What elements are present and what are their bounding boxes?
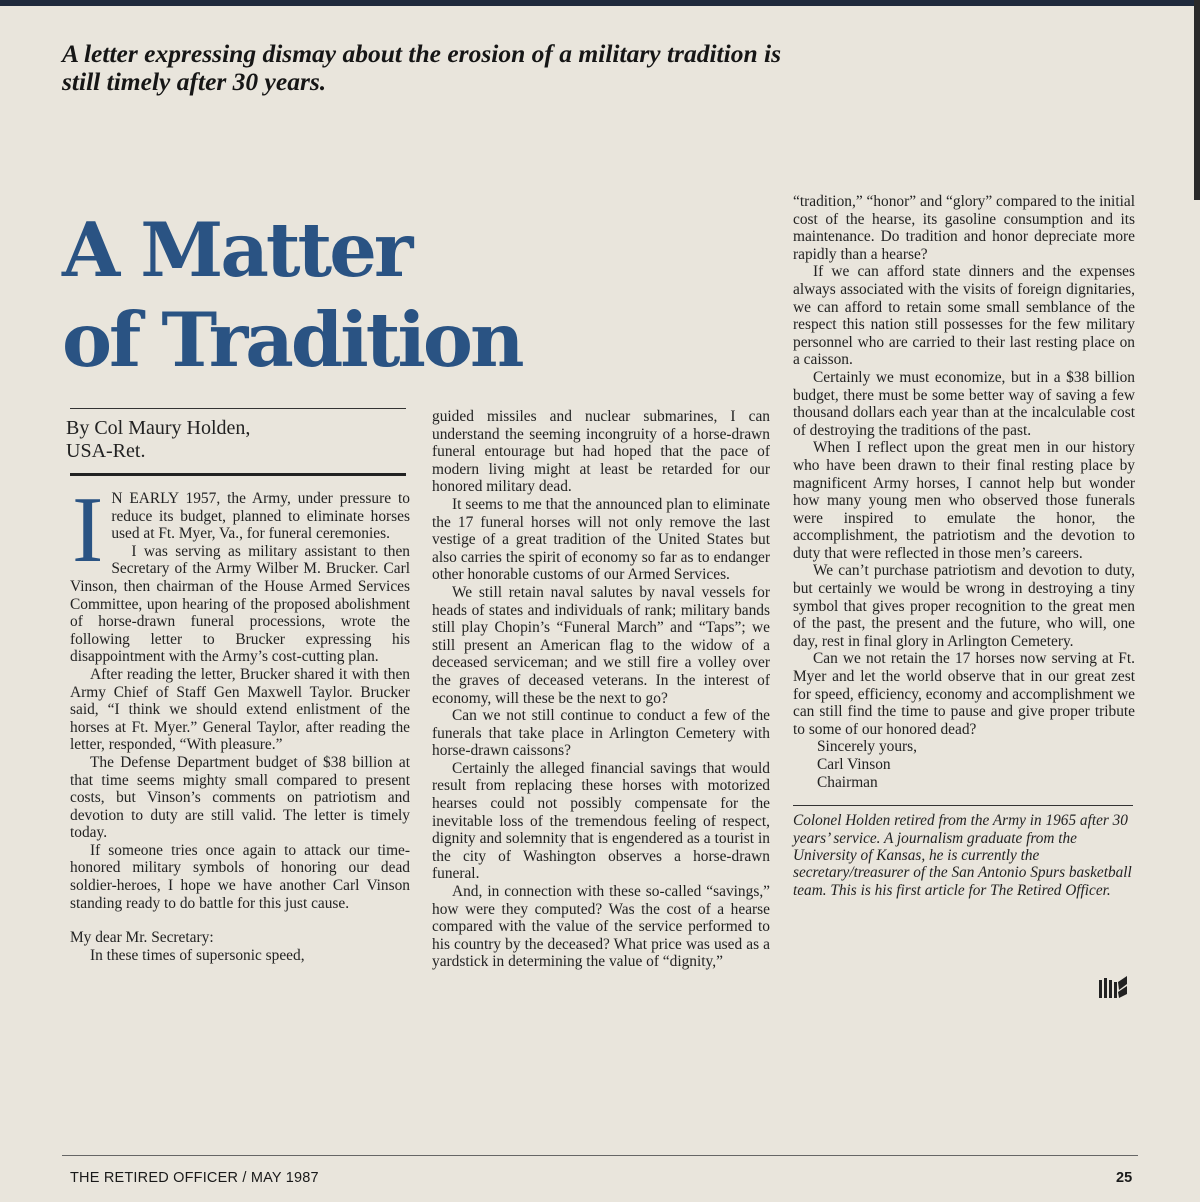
paragraph: After reading the letter, Brucker shared it with then Army Chief of Staff Gen Maxwell Taylor. Brucker said, “I think we should extend enlistment of the horses at Ft. Myer.” General Taylor, after reading the letter, responded, “With pleasure.” (70, 665, 410, 754)
paragraph: Certainly we must economize, but in a $38 billion budget, there must be some better way of saving a few thousand dollars each year than at the incalculable cost of destroying the traditions of the past. (793, 368, 1135, 439)
first-paragraph-block (70, 478, 410, 582)
paragraph: When I reflect upon the great men in our history who have been drawn to their final resting place by magnificent Army horses, I cannot help but wonder how many young men who observed those funerals were inspired to emulate the honor, the accomplishment, the patriotism and the devotion to duty that were reflected in those men’s careers. (793, 439, 1135, 562)
paragraph: And, in connection with these so-called “savings,” how were they computed? Was the cost of a hearse compared with the value of the service performed to his country by the deceased? What price was used as a yardstick in determining the value of “dignity,” (432, 883, 770, 971)
paragraph: In these times of supersonic speed, (90, 946, 305, 964)
article-deck: A letter expressing dismay about the erosion of a military tradition is still timely after 30 years. (62, 39, 782, 96)
paragraph: It seems to me that the announced plan to eliminate the 17 funeral horses will not only remove the last vestige of a great tradition of the United States but also carries the spirit of economy so far as to endanger other honorable customs of our Armed Services. (432, 495, 770, 584)
column-1 (66, 408, 410, 964)
byline (66, 417, 410, 463)
letter-salutation: My dear Mr. Secretary: (70, 929, 214, 947)
paragraph: We still retain naval salutes by naval vessels for heads of states and individuals of rank; military bands still play Chopin’s “Funeral March” and “Taps”; we still present an American flag to the widow of a deceased serviceman; and we still fire a volley over the graves of deceased veterans. In the interest of economy, will these be the next to go? (432, 583, 770, 707)
closing-line: Sincerely yours, (817, 738, 918, 756)
byline-rank: USA-Ret. (66, 440, 146, 462)
paragraph: Certainly the alleged financial savings that would result from replacing these horses with motorized hearses could not possibly compensate for the inevitable loss of the tremendous feeling of respect, dignity and solemnity that is engendered as a tourist in the city of Washington observes a horse-drawn funeral. (432, 759, 770, 883)
column-2 (432, 408, 770, 971)
magazine-endmark-icon (1097, 974, 1129, 1002)
byline-author: By Col Maury Holden, (66, 417, 251, 439)
footer-rule (62, 1155, 1138, 1156)
paragraph: I was serving as military assistant to then Secretary of the Army Wilber M. Brucker. Carl Vinson, then chairman of the House Armed Services Committee, upon hearing of the proposed abolishment of horse-drawn funeral processions, wrote the following letter to Brucker expressing his disappointment with the Army’s cost-cutting plan. (70, 542, 410, 666)
closing-title: Chairman (817, 773, 878, 791)
paragraph: If we can afford state dinners and the expenses always associated with the visits of foreign dignitaries, we can afford to retain some small semblance of the respect this nation still possesses for the few military personnel who are carried to their last resting place on a caisson. (793, 263, 1135, 369)
letter-closing (793, 738, 1135, 791)
paragraph: If someone tries once again to attack our time-honored military symbols of honoring our dead soldier-heroes, I hope we have another Carl Vinson standing ready to do battle for this just cause. (70, 841, 410, 912)
paragraph: N EARLY 1957, the Army, under pressure to reduce its budget, planned to eliminate horses used at Ft. Myer, Va., for funeral ceremonies. (111, 490, 410, 543)
author-bio: Colonel Holden retired from the Army in 1965 after 30 years’ service. A journalism graduate from the University of Kansas, he is currently the secretary/treasurer of the San Antonio Spurs basketball team. This is his first article for The Retired Officer. (793, 812, 1132, 899)
paragraph: guided missiles and nuclear submarines, I can understand the seeming incongruity of a horse-drawn funeral entourage but had hoped that the pace of modern living might at least be retarded for our honored military dead. (432, 408, 770, 496)
closing-signature: Carl Vinson (817, 756, 891, 773)
top-border (0, 0, 1200, 6)
paragraph: We can’t purchase patriotism and devotion to duty, but certainly we would be wrong in destroying a tiny symbol that gives proper recognition to the great men of the past, the present and the future, who will, one day, rest in final glory in Arlington Cemetery. (793, 562, 1135, 650)
byline-bottom-rule (70, 473, 406, 476)
paragraph: “tradition,” “honor” and “glory” compared to the initial cost of the hearse, its gasoline consumption and its maintenance. Do tradition and honor depreciate more rapidly than a hearse? (793, 193, 1135, 263)
paragraph: The Defense Department budget of $38 billion at that time seems mighty small compared to present costs, but Vinson’s comments on patriotism and devotion to duty are still valid. The letter is timely today. (70, 753, 410, 842)
page-number: 25 (1116, 1170, 1133, 1186)
title-line-1: A Matter (62, 206, 411, 294)
drop-cap: I (72, 478, 104, 582)
paragraph: Can we not still continue to conduct a few of the funerals that take place in Arlington Cemetery with horse-drawn caissons? (432, 707, 770, 760)
article-title (62, 205, 762, 385)
bio-rule (793, 805, 1133, 806)
column-3 (793, 193, 1135, 899)
right-edge-shadow (1194, 0, 1200, 200)
paragraph: Can we not retain the 17 horses now serving at Ft. Myer and let the world observe that in our great zest for speed, efficiency, economy and accomplishment we can still find the time to pause and give proper tribute to some of our honored dead? (793, 650, 1135, 738)
title-line-2: of Tradition (62, 296, 522, 384)
byline-top-rule (70, 408, 406, 409)
footer-publication: THE RETIRED OFFICER / MAY 1987 (70, 1170, 319, 1186)
